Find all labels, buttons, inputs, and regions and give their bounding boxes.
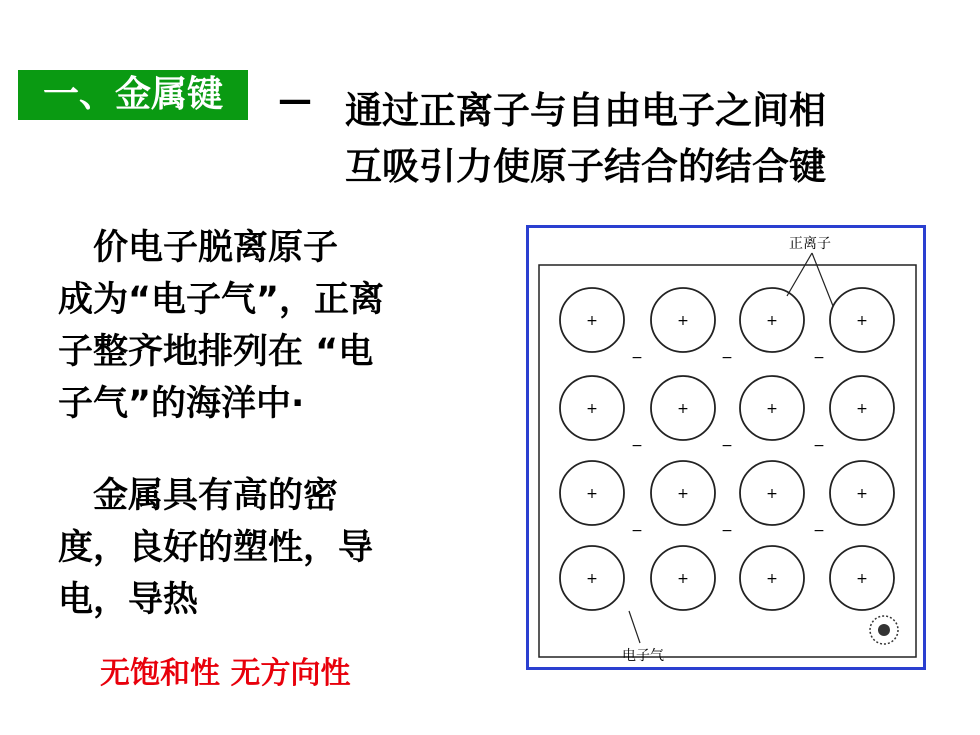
minus-sign: − [631, 523, 643, 539]
plus-sign: + [586, 401, 598, 417]
minus-sign: − [721, 523, 733, 539]
plus-sign: + [586, 313, 598, 329]
paragraph-line: 电，导热 [58, 580, 199, 620]
title-dash: — [278, 80, 312, 120]
minus-sign: − [813, 523, 825, 539]
paragraph-line: 成为“电子气”，正离 [58, 280, 385, 320]
minus-sign: − [721, 350, 733, 366]
plus-sign: + [677, 401, 689, 417]
plus-sign: + [766, 401, 778, 417]
paragraph-electron-gas [58, 222, 384, 430]
plus-sign: + [856, 571, 868, 587]
definition-line-1: 通过正离子与自由电子之间相 [345, 89, 826, 132]
minus-sign: − [721, 438, 733, 454]
section-title-tag: 一、金属键 [18, 70, 248, 120]
paragraph-line: 价电子脱离原子 [58, 228, 339, 268]
minus-sign: − [631, 350, 643, 366]
plus-sign: + [677, 313, 689, 329]
electron-gas-label: 电子气 [622, 648, 664, 664]
metal-bond-diagram [529, 228, 923, 667]
minus-sign: − [813, 438, 825, 454]
paragraph-properties [58, 470, 373, 626]
plus-sign: + [766, 313, 778, 329]
paragraph-line: 金属具有高的密 [58, 476, 339, 516]
paragraph-line: 子气”的海洋中· [58, 384, 305, 424]
plus-sign: + [586, 571, 598, 587]
minus-sign: − [813, 350, 825, 366]
plus-sign: + [856, 486, 868, 502]
minus-sign: − [631, 438, 643, 454]
positive-ion-pointer [812, 253, 833, 306]
plus-sign: + [677, 571, 689, 587]
plus-sign: + [856, 401, 868, 417]
plus-sign: + [856, 313, 868, 329]
plus-sign: + [586, 486, 598, 502]
metal-bond-diagram-frame [526, 225, 926, 670]
paragraph-line: 子整齐地排列在 “电 [58, 332, 374, 372]
plus-sign: + [677, 486, 689, 502]
positive-ion-pointer [787, 253, 812, 296]
electron-gas-pointer [629, 611, 640, 643]
definition-line-2: 互吸引力使原子结合的结合键 [345, 145, 826, 188]
plus-sign: + [766, 486, 778, 502]
plus-sign: + [766, 571, 778, 587]
paragraph-line: 度，良好的塑性，导 [58, 528, 374, 568]
red-note: 无饱和性 无方向性 [100, 656, 351, 691]
positive-ion-label: 正离子 [789, 236, 831, 252]
stamp-logo-icon [870, 616, 898, 644]
